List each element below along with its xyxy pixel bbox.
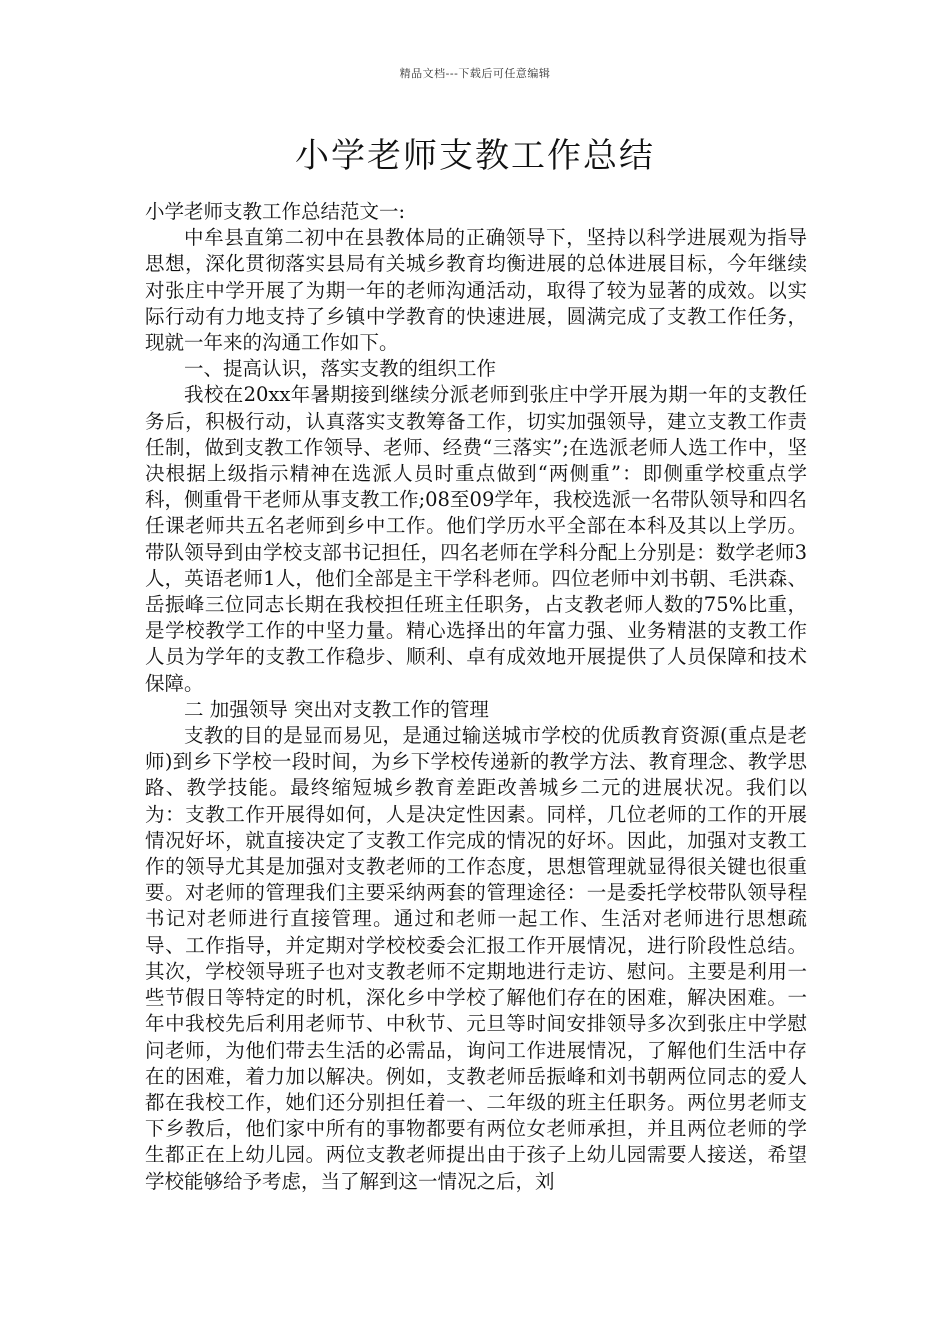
paragraph-3: 支教的目的是显而易见，是通过输送城市学校的优质教育资源(重点是老师)到乡下学校一段时间，为乡下学校传递新的教学方法、教育理念、教学思路、教学技能。最终缩短城乡教育差距改善城乡二元的进展状况。我们以为：支教工作开展得如何，人是决定性因素。同样，几位老师的工作的开展情况好坏，就直接决定了支教工作完成的情况的好坏。因此，加强对支教工作的领导尤其是加强对支教老师的工作态度，思想管理就显得很关键也很重要。对老师的管理我们主要采纳两套的管理途径：一是委托学校带队领导程书记对老师进行直接管理。通过和老师一起工作、生活对老师进行思想疏导、工作指导，并定期对学校校委会汇报工作开展情况，进行阶段性总结。其次，学校领导班子也对支教老师不定期地进行走访、慰问。主要是利用一些节假日等特定的时机，深化乡中学校了解他们存在的困难，解决困难。一年中我校先后利用老师节、中秋节、元旦等时间安排领导多次到张庄中学慰问老师，为他们带去生活的必需品，询问工作进展情况，了解他们生活中存在的困难，着力加以解决。例如，支教老师岳振峰和刘书朝两位同志的爱人都在我校工作，她们还分别担任着一、二年级的班主任职务。两位男老师支下乡教后，他们家中所有的事物都要有两位女老师承担，并且两位老师的学生都正在上幼儿园。两位支教老师提出由于孩子上幼儿园需要人接送，希望学校能够给予考虑，当了解到这一情况之后，刘: [145, 724, 807, 1193]
paragraph-2: 我校在20xx年暑期接到继续分派老师到张庄中学开展为期一年的支教任务后，积极行动，认真落实支教筹备工作，切实加强领导，建立支教工作责任制，做到支教工作领导、老师、经费“三落实”;在选派老师人选工作中，坚决根据上级指示精神在选派人员时重点做到“两侧重”：即侧重学校重点学科，侧重骨干老师从事支教工作;08至09学年，我校选派一名带队领导和四名任课老师共五名老师到乡中工作。他们学历水平全部在本科及其以上学历。带队领导到由学校支部书记担任，四名老师在学科分配上分别是：数学老师3人，英语老师1人，他们全部是主干学科老师。四位老师中刘书朝、毛洪森、岳振峰三位同志长期在我校担任班主任职务，占支教老师人数的75%比重，是学校教学工作的中坚力量。精心选择出的年富力强、业务精湛的支教工作人员为学年的支教工作稳步、顺利、卓有成效地开展提供了人员保障和技术保障。: [145, 383, 807, 695]
document-title: 小学老师支教工作总结: [295, 136, 655, 176]
intro-line: 小学老师支教工作总结范文一:: [145, 200, 406, 223]
page-header-note: 精品文档---下载后可任意编辑: [399, 67, 551, 80]
document-body: [145, 199, 807, 1195]
section-heading-2: 二 加强领导 突出对支教工作的管理: [184, 697, 489, 721]
paragraph-1: 中牟县直第二初中在县教体局的正确领导下，坚持以科学进展观为指导思想，深化贯彻落实县局有关城乡教育均衡进展的总体进展目标，今年继续对张庄中学开展了为期一年的老师沟通活动，取得了较为显著的成效。以实际行动有力地支持了乡镇中学教育的快速进展，圆满完成了支教工作任务，现就一年来的沟通工作如下。: [145, 226, 807, 355]
section-heading-1: 一、提高认识，落实支教的组织工作: [184, 357, 497, 381]
